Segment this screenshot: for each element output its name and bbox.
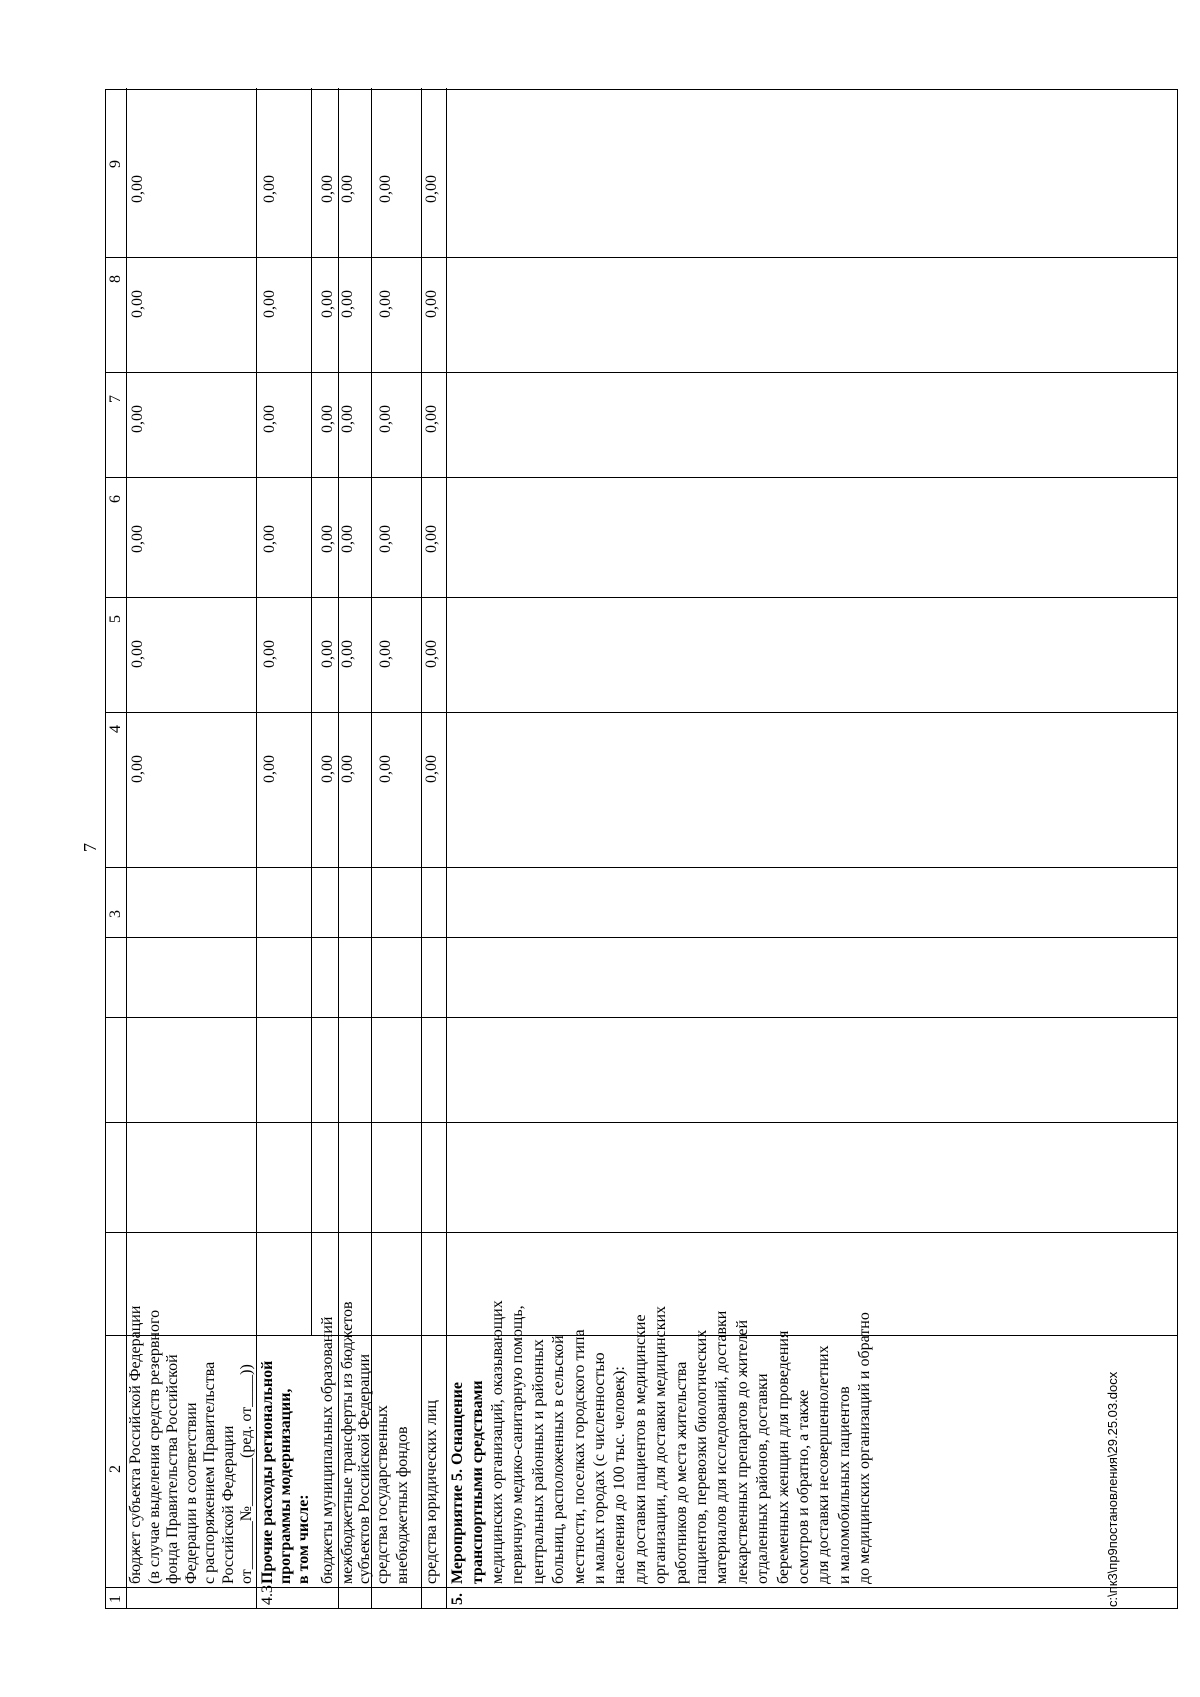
row6-value: 0,00 bbox=[423, 405, 440, 433]
row7-text-line: отдаленных районов, доставки bbox=[754, 1373, 772, 1584]
row7-text-line: первичную медико-санитарную помощь, bbox=[509, 1305, 527, 1584]
row3-value: 0,00 bbox=[319, 640, 336, 668]
row7-text-line: лекарственных препаратов до жителей bbox=[733, 1319, 751, 1584]
row4-text-line: межбюджетные трансферты из бюджетов bbox=[339, 1301, 356, 1584]
row7-text-line: больниц, расположенных в сельской bbox=[550, 1335, 568, 1584]
row2-value: 0,00 bbox=[261, 175, 278, 203]
row1-value: 0,00 bbox=[129, 755, 146, 783]
row3-value: 0,00 bbox=[319, 405, 336, 433]
row1-text-line: (в случае выделения средств резервного bbox=[145, 1309, 163, 1584]
row5-value: 0,00 bbox=[377, 755, 394, 783]
row1-value: 0,00 bbox=[129, 640, 146, 668]
row7-text-line: центральных районных и районных bbox=[529, 1339, 547, 1584]
row5-value: 0,00 bbox=[377, 290, 394, 318]
row7-text-line: населения до 100 тыс. человек): bbox=[611, 1366, 629, 1584]
row7-text-line: для доставки пациентов в медицинские bbox=[631, 1314, 649, 1584]
row4-value: 0,00 bbox=[339, 640, 356, 668]
row2-value: 0,00 bbox=[261, 755, 278, 783]
row5-value: 0,00 bbox=[377, 405, 394, 433]
row1-text-line: Российской Федерации bbox=[219, 1425, 237, 1584]
row5-text-line: средства государственных bbox=[374, 1405, 391, 1584]
row7-text-line: до медицинских организаций и обратно bbox=[856, 1312, 874, 1584]
row6-value: 0,00 bbox=[423, 755, 440, 783]
row3-value: 0,00 bbox=[319, 525, 336, 553]
row6-value: 0,00 bbox=[423, 175, 440, 203]
footer-file-path: c:\пк3\пр9постановления\29.25.03.docx bbox=[1105, 1371, 1120, 1607]
row1-value: 0,00 bbox=[129, 175, 146, 203]
row1-text-line: Федерации в соответствии bbox=[182, 1402, 200, 1584]
row4-value: 0,00 bbox=[339, 525, 356, 553]
page-number: 7 bbox=[80, 843, 100, 852]
row4-value: 0,00 bbox=[339, 405, 356, 433]
row2-value: 0,00 bbox=[261, 640, 278, 668]
row1-text-line: бюджет субъекта Российской Федерации bbox=[127, 1305, 144, 1584]
row1-value: 0,00 bbox=[129, 290, 146, 318]
row2-value: 0,00 bbox=[261, 290, 278, 318]
row7-text-line: медицинских организаций, оказывающих bbox=[489, 1300, 506, 1584]
row7-text-line: для доставки несовершеннолетних bbox=[815, 1345, 833, 1584]
header-col-8: 8 bbox=[107, 275, 124, 283]
row4-text-line: субъектов Российской Федерации bbox=[356, 1353, 373, 1584]
row7-text-line: и маломобильных пациентов bbox=[835, 1386, 853, 1584]
row3-value: 0,00 bbox=[319, 290, 336, 318]
row7-text-line: местности, поселках городского типа bbox=[570, 1329, 588, 1584]
row2-value: 0,00 bbox=[261, 525, 278, 553]
header-col-5: 5 bbox=[107, 615, 124, 623]
row2-title-line: программы модернизации, bbox=[277, 1388, 294, 1584]
row6-text: средства юридических лиц bbox=[423, 1400, 440, 1584]
row2-number: 4.3 bbox=[259, 1585, 276, 1605]
row2-title-line: Прочие расходы региональной bbox=[259, 1360, 276, 1584]
row1-text-line: от______№______(ред. от____)) bbox=[238, 1364, 255, 1584]
row7-text-line: организации, для доставки медицинских bbox=[652, 1305, 670, 1584]
row7-text-line: и малых городах (с численностью bbox=[591, 1352, 608, 1584]
row7-text-line: беременных женщин для проведения bbox=[774, 1330, 792, 1584]
row4-value: 0,00 bbox=[339, 175, 356, 203]
row5-value: 0,00 bbox=[377, 525, 394, 553]
header-col-6: 6 bbox=[107, 495, 124, 503]
row5-value: 0,00 bbox=[377, 640, 394, 668]
row5-value: 0,00 bbox=[377, 175, 394, 203]
data-table bbox=[105, 89, 1178, 1609]
row7-text-line: работников до места жительства bbox=[672, 1361, 690, 1584]
header-col-9: 9 bbox=[107, 160, 124, 168]
row7-number: 5. bbox=[449, 1593, 466, 1605]
row7-text-line: материалов для исследований, доставки bbox=[713, 1310, 731, 1584]
row7-text-line: пациентов, перевозки биологических bbox=[693, 1329, 710, 1584]
row1-value: 0,00 bbox=[129, 525, 146, 553]
row7-title-line: Мероприятие 5. Оснащение bbox=[449, 1382, 466, 1584]
row6-value: 0,00 bbox=[423, 290, 440, 318]
row1-text-line: с распоряжением Правительства bbox=[201, 1361, 218, 1584]
header-col-7: 7 bbox=[107, 395, 124, 403]
row1-value: 0,00 bbox=[129, 405, 146, 433]
row7-text-line: осмотров и обратно, а также bbox=[795, 1389, 812, 1584]
row2-title-line: в том числе: bbox=[295, 1494, 312, 1584]
header-col-3: 3 bbox=[107, 910, 124, 918]
row4-value: 0,00 bbox=[339, 290, 356, 318]
header-col-1: 1 bbox=[107, 1595, 124, 1603]
row3-text: бюджеты муниципальных образований bbox=[319, 1316, 336, 1584]
header-col-2: 2 bbox=[107, 1465, 124, 1473]
row1-text-line: фонда Правительства Российской bbox=[164, 1354, 181, 1584]
header-col-4: 4 bbox=[107, 725, 124, 733]
row6-value: 0,00 bbox=[423, 640, 440, 668]
row3-value: 0,00 bbox=[319, 175, 336, 203]
row6-value: 0,00 bbox=[423, 525, 440, 553]
row5-text-line: внебюджетных фондов bbox=[394, 1426, 411, 1584]
row2-value: 0,00 bbox=[261, 405, 278, 433]
row7-title-line: транспортными средствами bbox=[469, 1380, 486, 1584]
row4-value: 0,00 bbox=[339, 755, 356, 783]
row3-value: 0,00 bbox=[319, 755, 336, 783]
